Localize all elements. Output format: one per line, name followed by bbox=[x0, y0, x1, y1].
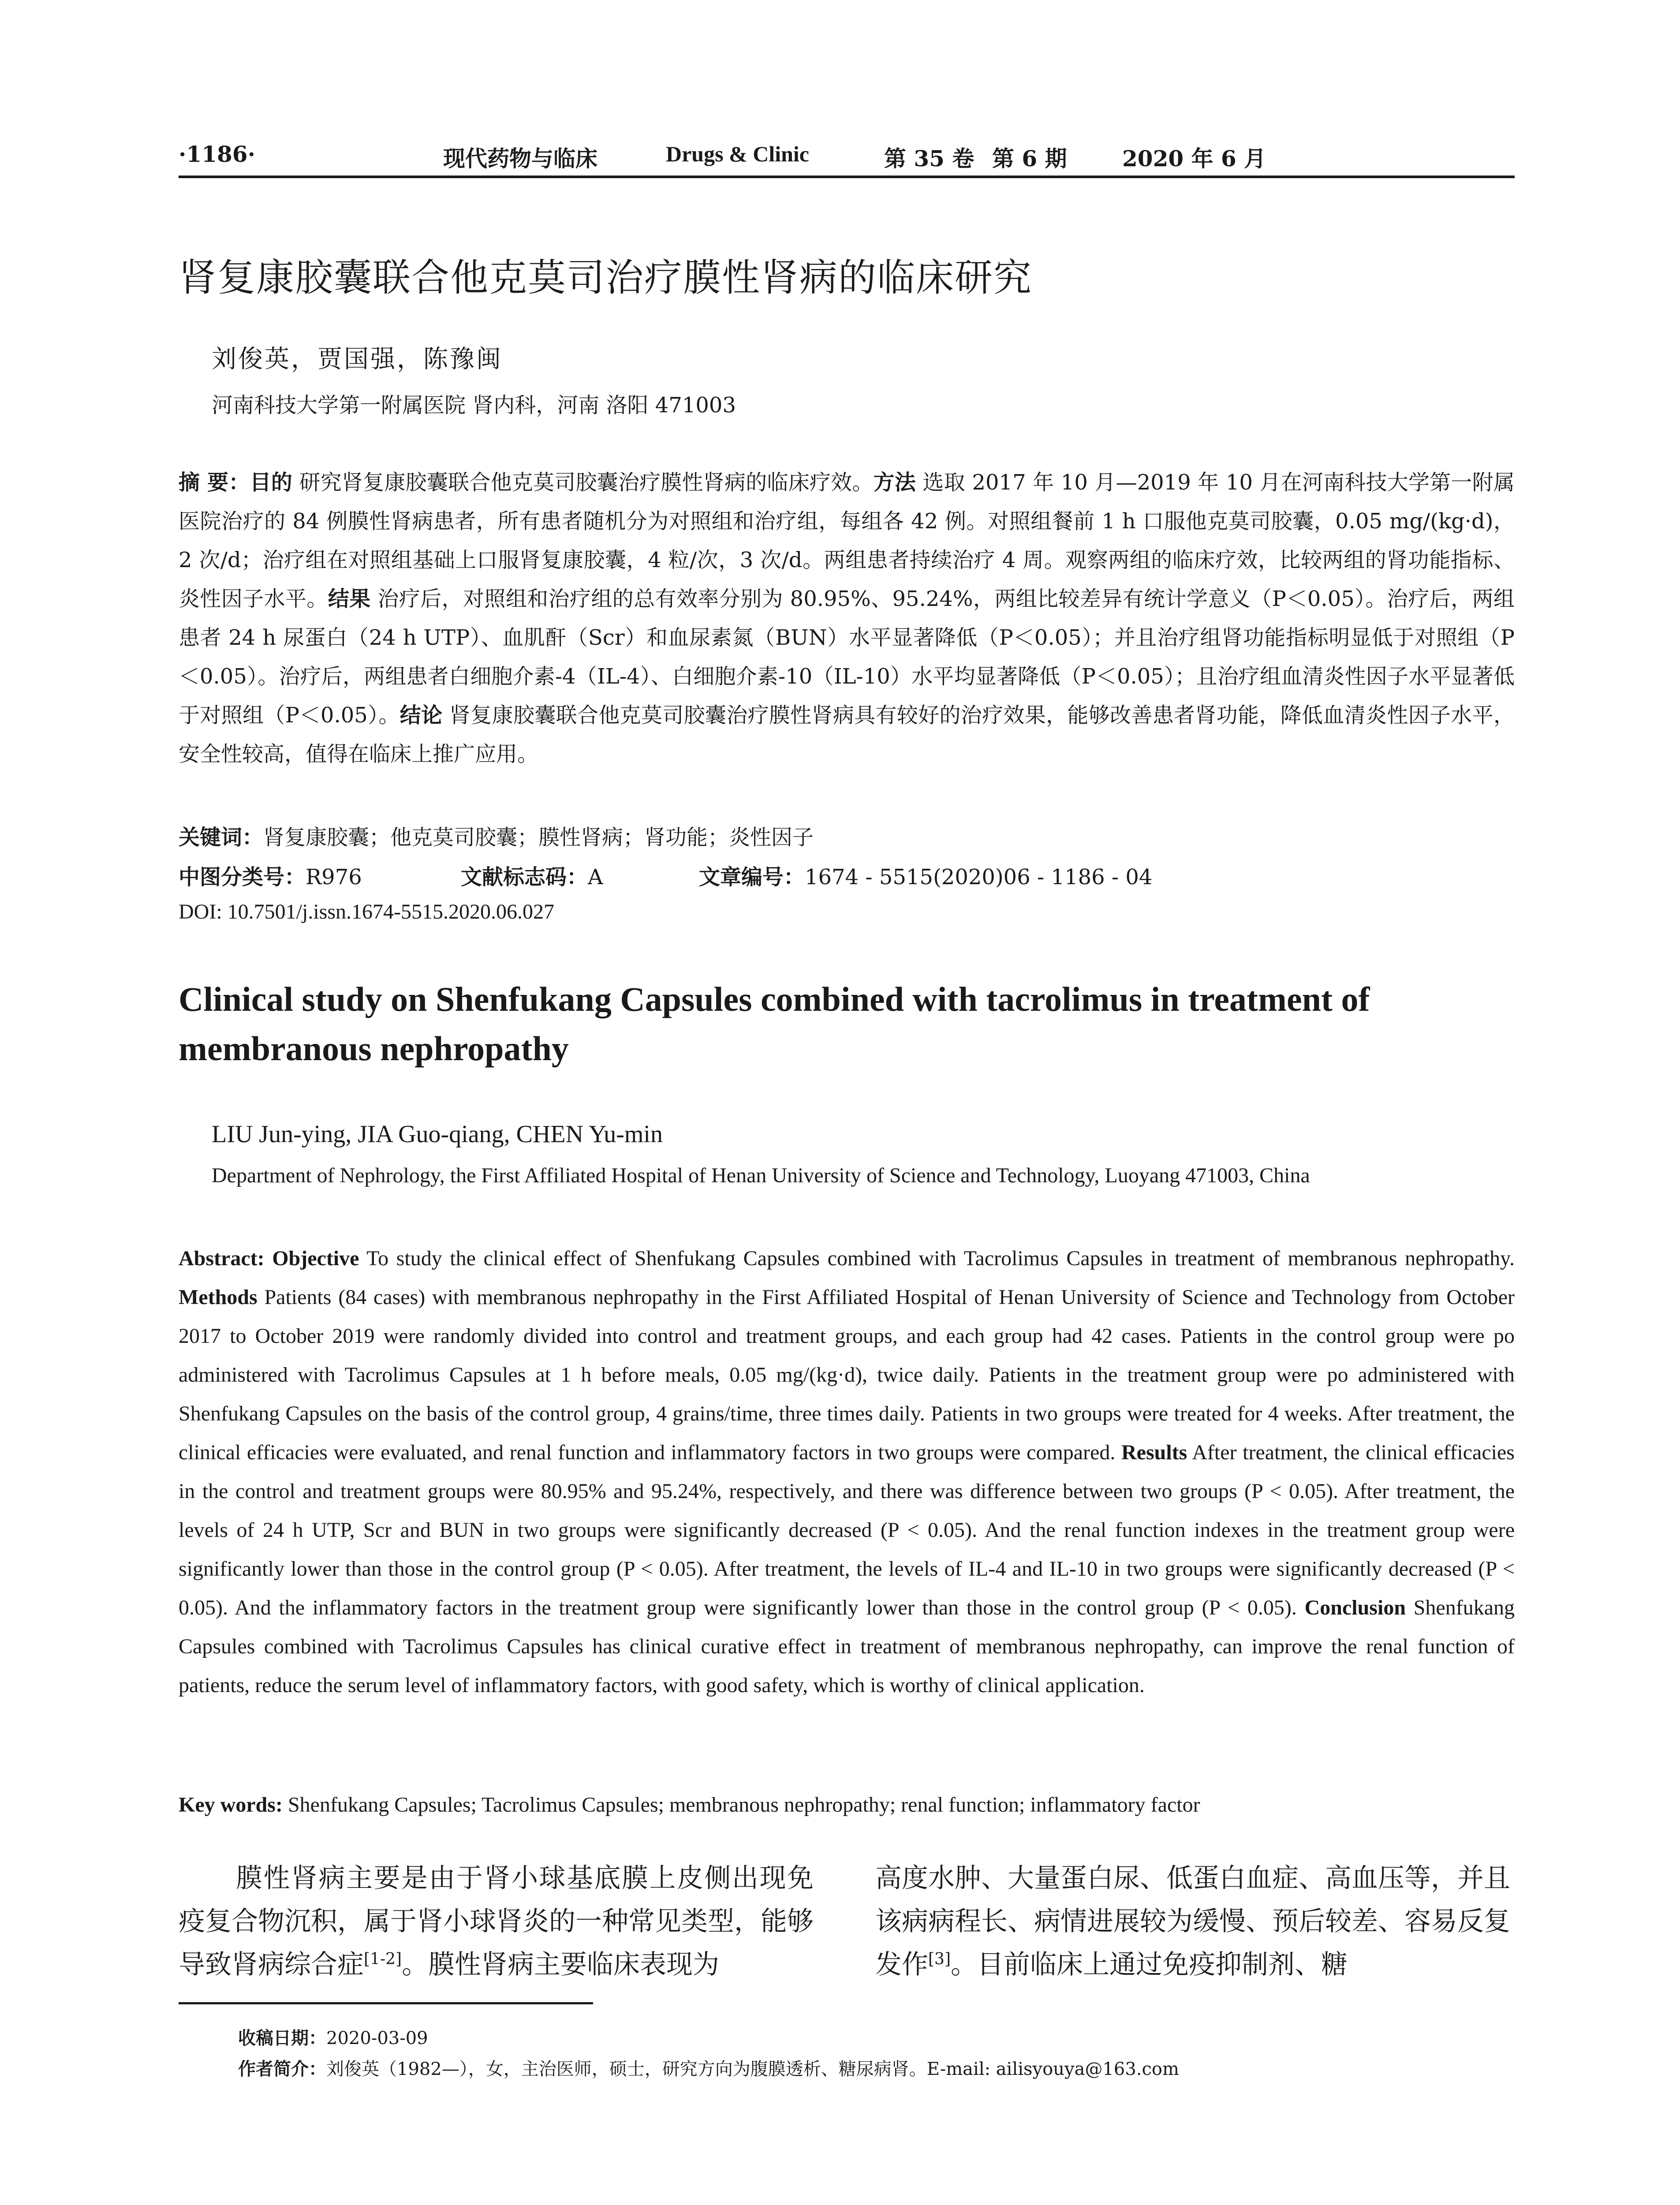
abstract-cn bbox=[179, 463, 1515, 774]
doc-code-label: 文献标志码： bbox=[461, 865, 588, 889]
objective-label-en: Objective bbox=[272, 1247, 359, 1270]
methods-text-en: Patients (84 cases) with membranous nephropathy in the First Affiliated Hospital of Henan University of Science and Technology from October 2017 to October 2019 were randomly divided into control and treatment groups, and each group had 42 cases. Patients in the control group were po administered with Tacrolimus Capsules at 1 h before meals, 0.05 mg/(kg·d), twice daily. Patients in the treatment group were po administered with Shenfukang Capsules on the basis of the control group, 4 grains/time, three times daily. Patients in two groups were treated for 4 weeks. After treatment, the clinical efficacies were evaluated, and renal function and inflammatory factors in two groups were compared. bbox=[179, 1286, 1515, 1464]
running-header bbox=[179, 141, 1501, 176]
results-text-cn: 治疗后，对照组和治疗组的总有效率分别为 80.95%、95.24%，两组比较差异有统计学意义（P＜0.05）。治疗后，两组患者 24 h 尿蛋白（24 h UTP）、血肌酐（Scr）和血尿素氮（BUN）水平显著降低（P＜0.05）；并且治疗组肾功能指标明显低于对照组（P＜0.05）。治疗后，两组患者白细胞介素-4（IL-4）、白细胞介素-10（IL-10）水平均显著降低（P＜0.05）；且治疗组血清炎性因子水平显著低于对照组（P＜0.05）。 bbox=[179, 587, 1515, 728]
methods-label-en: Methods bbox=[179, 1286, 258, 1309]
abstract-en bbox=[179, 1239, 1515, 1705]
affiliation-en: Department of Nephrology, the First Affiliated Hospital of Henan University of Science and Technology, Luoyang 471003, China bbox=[212, 1164, 1310, 1187]
abstract-label-en: Abstract: bbox=[179, 1247, 273, 1270]
keywords-en bbox=[179, 1793, 1200, 1817]
conclusion-text-en: Shenfukang Capsules combined with Tacrolimus Capsules has clinical curative effect in treatment of membranous nephropathy, can improve the renal function of patients, reduce the serum level of inflammatory factors, with good safety, which is worthy of clinical application. bbox=[179, 1596, 1515, 1697]
issue-date: 2020 年 6 月 bbox=[1122, 146, 1266, 172]
body-text-right: 高度水肿、大量蛋白尿、低蛋白血症、高血压等，并且该病病程长、病情进展较为缓慢、预后较差、容易反复发作 bbox=[875, 1863, 1510, 1980]
affiliation-cn: 河南科技大学第一附属医院 肾内科，河南 洛阳 471003 bbox=[212, 393, 736, 418]
clc-code: R976 bbox=[306, 865, 362, 889]
footnote-rule bbox=[179, 2002, 593, 2004]
article-number-label: 文章编号： bbox=[699, 865, 805, 889]
volume: 第 35 卷 bbox=[884, 146, 974, 172]
objective-label-cn: 目的 bbox=[250, 470, 293, 495]
results-text-en: After treatment, the clinical efficacies in the control and treatment groups were 80.95% and 95.24%, respectively, and there was difference between two groups (P < 0.05). After treatment, the levels of 24 h UTP, Scr and BUN in two groups were significantly decreased (P < 0.05). And the renal function indexes in the treatment group were significantly lower than those in the control group (P < 0.05). After treatment, the levels of IL-4 and IL-10 in two groups were significantly decreased (P < 0.05). And the inflammatory factors in the treatment group were significantly lower than those in the control group (P < 0.05). bbox=[179, 1441, 1515, 1619]
body-column-right bbox=[875, 1857, 1510, 1986]
footnote-received bbox=[238, 2024, 428, 2049]
issue: 第 6 期 bbox=[992, 146, 1067, 172]
conclusion-text-cn: 肾复康胶囊联合他克莫司胶囊治疗膜性肾病具有较好的治疗效果，能够改善患者肾功能，降低血清炎性因子水平，安全性较高，值得在临床上推广应用。 bbox=[179, 703, 1515, 766]
keywords-label-cn: 关键词： bbox=[179, 825, 264, 850]
received-date: 2020-03-09 bbox=[326, 2028, 428, 2048]
classification-line bbox=[179, 860, 1501, 889]
conclusion-label-cn: 结论 bbox=[399, 703, 443, 728]
objective-text-cn: 研究肾复康胶囊联合他克莫司胶囊治疗膜性肾病的临床疗效。 bbox=[292, 470, 874, 495]
journal-name-cn: 现代药物与临床 bbox=[443, 146, 597, 172]
keywords-cn bbox=[179, 820, 814, 851]
authors-en: LIU Jun-ying, JIA Guo-qiang, CHEN Yu-min bbox=[212, 1121, 663, 1148]
results-label-en: Results bbox=[1121, 1441, 1187, 1464]
body-text-right-2: 。目前临床上通过免疫抑制剂、糖 bbox=[951, 1949, 1348, 1980]
page-number: ·1186· bbox=[179, 141, 255, 167]
body-text-left-2: 。膜性肾病主要临床表现为 bbox=[402, 1949, 720, 1980]
body-text-left: 膜性肾病主要是由于肾小球基底膜上皮侧出现免疫复合物沉积，属于肾小球肾炎的一种常见类型，能够导致肾病综合症 bbox=[179, 1863, 814, 1980]
methods-label-cn: 方法 bbox=[873, 470, 916, 495]
results-label-cn: 结果 bbox=[328, 587, 371, 611]
header-rule bbox=[179, 176, 1515, 178]
citation-ref: [3] bbox=[928, 1950, 951, 1968]
conclusion-label-en: Conclusion bbox=[1304, 1596, 1406, 1619]
article-title-cn: 肾复康胶囊联合他克莫司治疗膜性肾病的临床研究 bbox=[179, 256, 1032, 300]
abstract-label-cn: 摘 要： bbox=[179, 470, 250, 495]
article-number: 1674 - 5515(2020)06 - 1186 - 04 bbox=[805, 865, 1153, 889]
citation-ref: [1-2] bbox=[364, 1950, 402, 1968]
doc-code: A bbox=[588, 865, 603, 889]
author-bio-label: 作者简介： bbox=[238, 2059, 326, 2079]
received-label: 收稿日期： bbox=[238, 2028, 326, 2048]
authors-cn: 刘俊英，贾国强，陈豫闽 bbox=[212, 345, 503, 374]
footnote-author bbox=[238, 2055, 1179, 2080]
journal-name-en: Drugs & Clinic bbox=[666, 142, 809, 166]
keywords-label-en: Key words: bbox=[179, 1793, 288, 1816]
clc-label: 中图分类号： bbox=[179, 865, 306, 889]
keywords-text-en: Shenfukang Capsules; Tacrolimus Capsules; membranous nephropathy; renal function; inflammatory factor bbox=[287, 1793, 1200, 1816]
objective-text-en: To study the clinical effect of Shenfukang Capsules combined with Tacrolimus Capsules in treatment of membranous nephropathy. bbox=[359, 1247, 1515, 1270]
keywords-text-cn: 肾复康胶囊；他克莫司胶囊；膜性肾病；肾功能；炎性因子 bbox=[263, 825, 814, 850]
author-bio: 刘俊英（1982—），女，主治医师，硕士，研究方向为腹膜透析、糖尿病肾。E-mail: ailisyouya@163.com bbox=[326, 2059, 1179, 2079]
methods-text-cn: 选取 2017 年 10 月—2019 年 10 月在河南科技大学第一附属医院治疗的 84 例膜性肾病患者，所有患者随机分为对照组和治疗组，每组各 42 例。对照组餐前 1 h 口服他克莫司胶囊，0.05 mg/(kg·d)，2 次/d；治疗组在对照组基础上口服肾复康胶囊，4 粒/次，3 次/d。两组患者持续治疗 4 周。观察两组的临床疗效，比较两组的肾功能指标、炎性因子水平。 bbox=[179, 470, 1515, 611]
body-column-left bbox=[179, 1857, 814, 1986]
article-title-en: Clinical study on Shenfukang Capsules combined with tacrolimus in treatment of membranous nephropathy bbox=[179, 980, 1370, 1068]
doi: DOI: 10.7501/j.issn.1674-5515.2020.06.027 bbox=[179, 900, 554, 923]
